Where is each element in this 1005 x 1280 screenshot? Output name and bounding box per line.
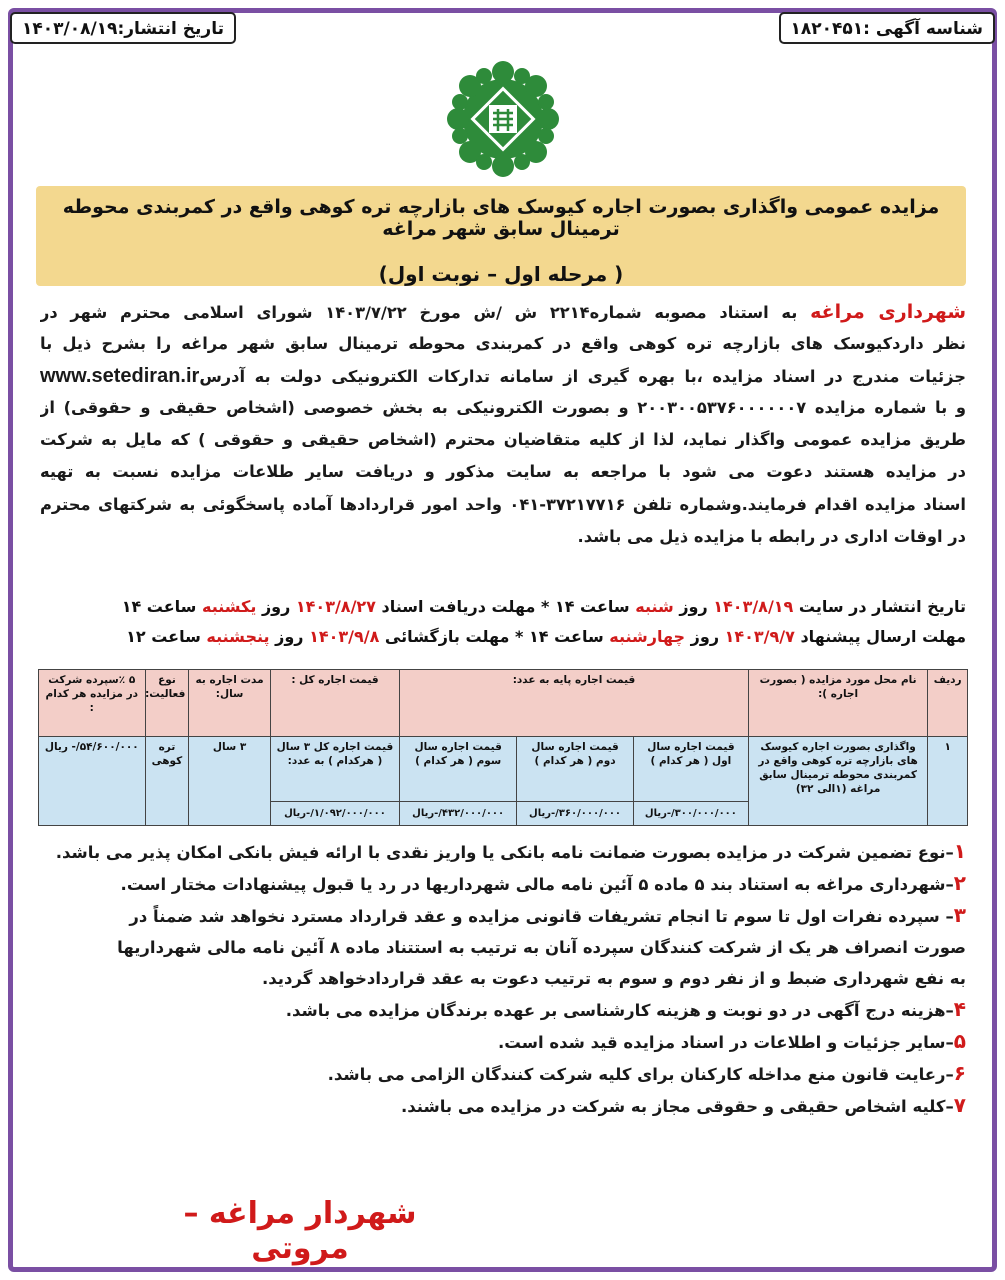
cell-total-label: قیمت اجاره کل ۳ سال ( هرکدام ) به عدد:: [270, 737, 399, 802]
doc-label: * مهلت دریافت اسناد: [381, 597, 550, 616]
cell-duration: ۳ سال: [189, 737, 270, 826]
offer-time: ساعت ۱۴: [528, 627, 604, 646]
col-row: ردیف: [928, 670, 968, 737]
condition-item: [40, 868, 966, 900]
col-name: نام محل مورد مزایده ( بصورت اجاره ):: [748, 670, 928, 737]
pub-time: ساعت ۱۴: [554, 597, 630, 616]
cell-year3-label: قیمت اجاره سال سوم ( هر کدام ): [400, 737, 517, 802]
municipality-emblem-icon: [432, 58, 574, 180]
condition-item: [40, 1058, 966, 1090]
auction-title: مزایده عمومی واگذاری بصورت اجاره کیوسک های بازارچه تره کوهی واقع در کمربندی محوطه ترمینال سابق شهر مراغه: [62, 196, 940, 240]
cell-year1-label: قیمت اجاره سال اول ( هر کدام ): [634, 737, 749, 802]
ad-header: [10, 12, 995, 46]
org-name: شهرداری مراغه: [810, 301, 966, 323]
intro-line: در مزایده هستند دعوت می شود با مراجعه به سایت مذکور و دریافت سایر طلاعات مزایده نسبت به تهیه: [40, 462, 966, 482]
title-band: [36, 186, 966, 286]
deadline-line-2: [40, 622, 966, 652]
item-number: ۷: [953, 1093, 966, 1117]
cell-activity: تره کوهی: [145, 737, 189, 826]
item-text: –نوع تضمین شرکت در مزایده بصورت ضمانت نامه بانکی یا واریز نقدی با ارائه فیش بانکی امکان پذیر می باشد.: [55, 843, 954, 862]
item-number: ۴: [953, 997, 966, 1021]
item-number: ۱: [953, 839, 966, 863]
cell-year2-price: ۳۶۰/۰۰۰/۰۰۰/-ریال: [517, 802, 634, 826]
publish-date-tag: تاریخ انتشار:۱۴۰۳/۰۸/۱۹: [10, 12, 236, 44]
offer-day: چهارشنبه: [609, 627, 686, 646]
offer-label: مهلت ارسال پیشنهاد: [800, 627, 966, 646]
item-text: –هزینه درج آگهی در دو نوبت و هزینه کارشناسی بر عهده برندگان مزایده می باشد.: [285, 1001, 954, 1020]
intro-line: [40, 296, 966, 328]
open-time: ساعت ۱۲: [126, 627, 201, 646]
auction-table: [38, 669, 968, 826]
col-deposit: ۵ ٪سپرده شرکت در مزایده هر کدام :: [39, 670, 146, 737]
item-number: ۶: [953, 1061, 966, 1085]
table-row: [39, 737, 968, 802]
open-day-prefix: روز: [275, 627, 304, 646]
cell-deposit: ۵۴/۶۰۰/۰۰۰/- ریال: [39, 737, 146, 826]
item-text: –سایر جزئیات و اطلاعات در اسناد مزایده قید شده است.: [498, 1033, 954, 1052]
condition-item: [40, 1090, 966, 1122]
item-number: ۲: [953, 871, 966, 895]
ad-id-tag: شناسه آگهی :۱۸۲۰۴۵۱: [779, 12, 995, 44]
offer-date: ۱۴۰۳/۹/۷: [724, 627, 795, 646]
cell-index: ۱: [928, 737, 968, 826]
intro-line: طریق مزایده عمومی واگذار نماید، لذا از کلیه متقاضیان محترم (اشخاص حقیقی و حقوقی ) که مایل به شرکت: [40, 430, 966, 450]
cell-year2-label: قیمت اجاره سال دوم ( هر کدام ): [517, 737, 634, 802]
conditions-list: [40, 836, 966, 1122]
item-number: ۵: [953, 1029, 966, 1053]
intro-text: جزئیات مندرج در اسناد مزایده ،با بهره گیری از سامانه تدارکات الکترونیکی دولت به آدرس: [199, 367, 966, 387]
doc-day: یکشنبه: [202, 597, 257, 616]
condition-item-cont: صورت انصراف هر یک از شرکت کنندگان سپرده آنان به ترتیب به استتناد ماده ۸ آئین نامه مالی شهرداریها: [117, 938, 966, 957]
intro-line: و با شماره مزایده ۲۰۰۳۰۰۵۳۷۶۰۰۰۰۰۰۷ و بصورت الکترونیکی به بخش خصوصی (اشخاص حقیقی و حقوقی) از: [40, 398, 966, 418]
open-day: پنجشنبه: [206, 627, 270, 646]
open-date: ۱۴۰۳/۹/۸: [309, 627, 380, 646]
condition-item: [40, 1026, 966, 1058]
website-link[interactable]: www.setediran.ir: [40, 365, 200, 388]
col-base-price: قیمت اجاره پایه به عدد:: [400, 670, 749, 737]
auction-stage: ( مرحله اول – نوبت اول): [378, 262, 624, 286]
doc-time: ساعت ۱۴: [121, 597, 197, 616]
pub-day: شنبه: [635, 597, 674, 616]
doc-date: ۱۴۰۳/۸/۲۷: [295, 597, 376, 616]
condition-item: [40, 994, 966, 1026]
pub-day-prefix: روز: [679, 597, 708, 616]
pub-label: تاریخ انتشار در سایت: [798, 597, 966, 616]
cell-total-price: ۱/۰۹۲/۰۰۰/۰۰۰/-ریال: [270, 802, 399, 826]
item-text: –شهرداری مراغه به استناد بند ۵ ماده ۵ آئین نامه مالی شهرداریها در رد یا قبول پیشنهادات مختار است.: [120, 875, 954, 894]
table-header-row: [39, 670, 968, 737]
deadline-line-1: [40, 592, 966, 622]
intro-line: در اوقات اداری در رابطه با مزایده ذیل می باشد.: [577, 526, 966, 546]
deadlines: [40, 592, 966, 652]
item-text: – سپرده نفرات اول تا سوم تا انجام تشریفات قانونی مزایده و عقد قرارداد مسترد نخواهد شد ضمناً در: [129, 907, 954, 926]
intro-line: اسناد مزایده اقدام فرمایند.وشماره تلفن ۳۷۲۱۷۷۱۶-۰۴۱ واحد امور قراردادها آماده پاسخگوئی به شرکتهای محترم: [40, 494, 966, 514]
col-activity: نوع فعالیت:: [145, 670, 189, 737]
item-number: ۳: [953, 903, 966, 927]
offer-day-prefix: روز: [690, 627, 720, 646]
item-text: –کلیه اشخاص حقیقی و حقوقی مجاز به شرکت در مزایده می باشند.: [400, 1097, 954, 1116]
condition-item-cont: به نفع شهرداری ضبط و از نفر دوم و سوم به ترتیب دعوت به عقد قراردادخواهد گردید.: [261, 969, 966, 988]
doc-day-prefix: روز: [261, 597, 291, 616]
intro-text: به استناد مصوبه شماره۲۲۱۴ ش /ش مورخ ۱۴۰۳/۷/۲۲ شورای اسلامی محترم شهر در: [40, 303, 798, 322]
cell-name: واگذاری بصورت اجاره کیوسک های بازارچه تره کوهی واقع در کمربندی محوطه ترمینال سابق مراغه (۱الی ۳۲): [748, 737, 928, 826]
col-duration: مدت اجاره به سال:: [189, 670, 270, 737]
intro-line: [40, 360, 966, 392]
col-total-price: قیمت اجاره کل :: [270, 670, 399, 737]
item-text: –رعایت قانون منع مداخله کارکنان برای کلیه شرکت کنندگان الزامی می باشد.: [327, 1065, 954, 1084]
pub-date: ۱۴۰۳/۸/۱۹: [713, 597, 794, 616]
condition-item: [40, 836, 966, 868]
condition-item: [40, 900, 966, 932]
cell-year1-price: ۳۰۰/۰۰۰/۰۰۰/-ریال: [634, 802, 749, 826]
intro-paragraph: [40, 296, 966, 553]
cell-year3-price: ۴۳۲/۰۰۰/۰۰۰/-ریال: [400, 802, 517, 826]
mayor-signature: شهردار مراغه – مروتی: [183, 1196, 417, 1266]
open-label: * مهلت بازگشائی: [384, 627, 524, 646]
intro-line: نظر داردکیوسک های بازارچه تره کوهی واقع در کمربندی محوطه ترمینال سابق شهر مراغه را بشرح ذیل با: [40, 334, 966, 354]
